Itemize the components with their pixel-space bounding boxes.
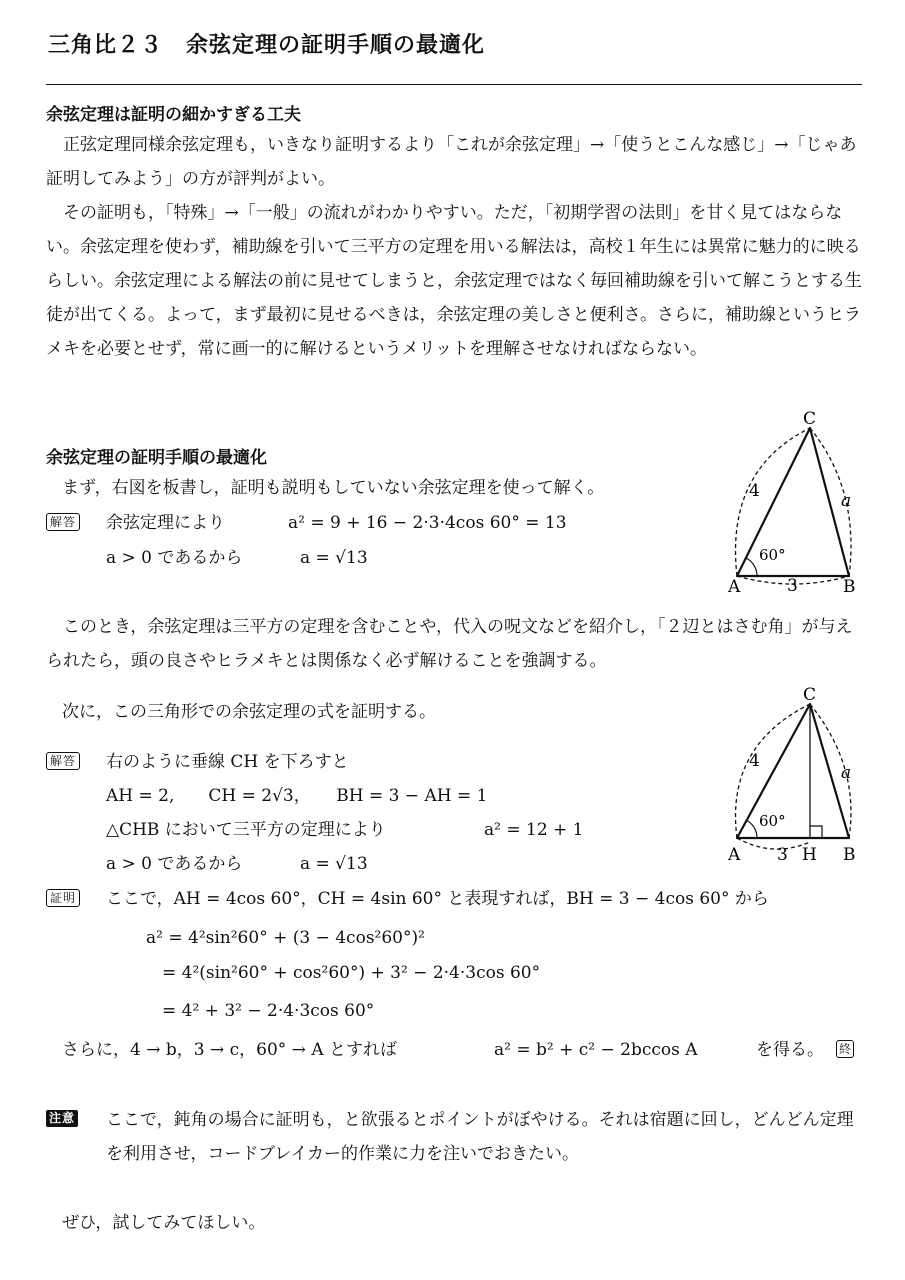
side-BC-label: a [841, 491, 852, 511]
proof-equation3: = 4² + 3² − 2·4·3cos 60° [162, 1001, 375, 1021]
vertex-B-label: B [843, 577, 856, 597]
triangle-ABC [737, 428, 852, 576]
answer1-formula: a² = 9 + 16 − 2·3·4cos 60° = 13 [288, 513, 567, 533]
side-BC-label: a [841, 763, 852, 783]
vertex-A-label: A [728, 577, 741, 597]
answer1-result: a = √13 [300, 548, 368, 568]
answer2-line1: 右のように垂線 CH を下ろすと [106, 752, 349, 772]
answer2-result: a = √13 [300, 854, 368, 874]
dashed-arc-AH [737, 838, 810, 849]
answer2-pythagoras: a² = 12 + 1 [484, 820, 584, 840]
foot-H-label: H [802, 845, 817, 865]
title-divider [46, 84, 862, 85]
vertex-A-label: A [728, 845, 741, 865]
cosine-law-formula: a² = b² + c² − 2bccos A [494, 1040, 698, 1060]
vertex-C-label: C [803, 685, 817, 705]
side-AH-label: 3 [777, 845, 788, 865]
side-AC-label: 4 [749, 751, 760, 771]
answer1-condition: a > 0 であるから [106, 548, 243, 568]
answer1-text: 余弦定理により [106, 513, 225, 533]
answer2-line3: △CHB において三平方の定理により [106, 820, 386, 840]
side-AC-label: 4 [749, 481, 760, 501]
section1-paragraph2: その証明も，「特殊」→「一般」の流れがわかりやすい。ただ，「初期学習の法則」を甘く見てはならない。余弦定理を使わず，補助線を引いて三平方の定理を用いる解法は，高校１年生には異常に魅力的に映るらしい。余弦定理による解法の前に見せてしまうと，余弦定理ではなく毎回補助線を引いて解こうとする生徒が出てくる。よって，まず最初に見せるべきは，余弦定理の美しさと便利さ。さらに，補助線というヒラメキを必要とせず，常に画一的に解けるというメリットを理解させなければならない。 [46, 203, 862, 359]
angle-arc [746, 820, 757, 838]
note-text: ここで，鈍角の場合に証明も，と欲張るとポイントがぼやける。それは宿題に回し，どんどん定理を利用させ，コードブレイカー的作業に力を注いでおきたい。 [106, 1110, 854, 1164]
triangle-figure-1 [725, 410, 865, 600]
angle-label: 60° [759, 812, 786, 830]
right-angle-mark [810, 826, 822, 838]
angle-arc [746, 558, 757, 576]
vertex-C-label: C [803, 409, 817, 429]
closing-text: ぜひ，試してみてほしい。 [62, 1213, 266, 1233]
answer2-condition: a > 0 であるから [106, 854, 243, 874]
vertex-B-label: B [843, 845, 856, 865]
final-obtain: を得る。 [756, 1040, 824, 1060]
section2-heading: 余弦定理の証明手順の最適化 [46, 448, 267, 468]
section1-body [46, 128, 866, 366]
next-paragraph: 次に，この三角形での余弦定理の式を証明する。 [62, 702, 436, 722]
triangle-figure-2 [725, 686, 865, 876]
end-mark: 終 [836, 1040, 854, 1058]
angle-label: 60° [759, 546, 786, 564]
proof-badge: 証明 [46, 889, 80, 907]
page-title: 三角比２３ 余弦定理の証明手順の最適化 [48, 33, 486, 58]
section1-paragraph1: 正弦定理同様余弦定理も，いきなり証明するより「これが余弦定理」→「使うとこんな感じ」→「じゃあ証明してみよう」の方が評判がよい。 [46, 135, 857, 189]
answer-badge-2: 解答 [46, 752, 80, 770]
section2-intro: まず，右図を板書し，証明も説明もしていない余弦定理を使って解く。 [62, 478, 605, 498]
side-AB-label: 3 [787, 576, 798, 596]
proof-equation1: a² = 4²sin²60° + (3 − 4cos²60°)² [146, 928, 425, 948]
answer2-line2: AH = 2, CH = 2√3， BH = 3 − AH = 1 [106, 786, 488, 806]
after-answer-text: このとき，余弦定理は三平方の定理を含むことや，代入の呪文などを紹介し，「２辺とはさむ角」が与えられたら，頭の良さやヒラメキとは関係なく必ず解けることを強調する。 [46, 617, 853, 671]
answer-badge-1: 解答 [46, 513, 80, 531]
note-badge: 注意 [46, 1110, 78, 1127]
section1-heading: 余弦定理は証明の細かすぎる工夫 [46, 105, 301, 125]
final-substitution: さらに，4 → b，3 → c，60° → A とすれば [62, 1040, 398, 1060]
proof-equation2: = 4²(sin²60° + cos²60°) + 3² − 2·4·3cos 60° [162, 963, 541, 983]
proof-line1: ここで，AH = 4cos 60°，CH = 4sin 60° と表現すれば，BH = 3 − 4cos 60° から [106, 889, 769, 909]
triangle-ABC [737, 704, 852, 838]
after-answer-paragraph [46, 610, 866, 678]
